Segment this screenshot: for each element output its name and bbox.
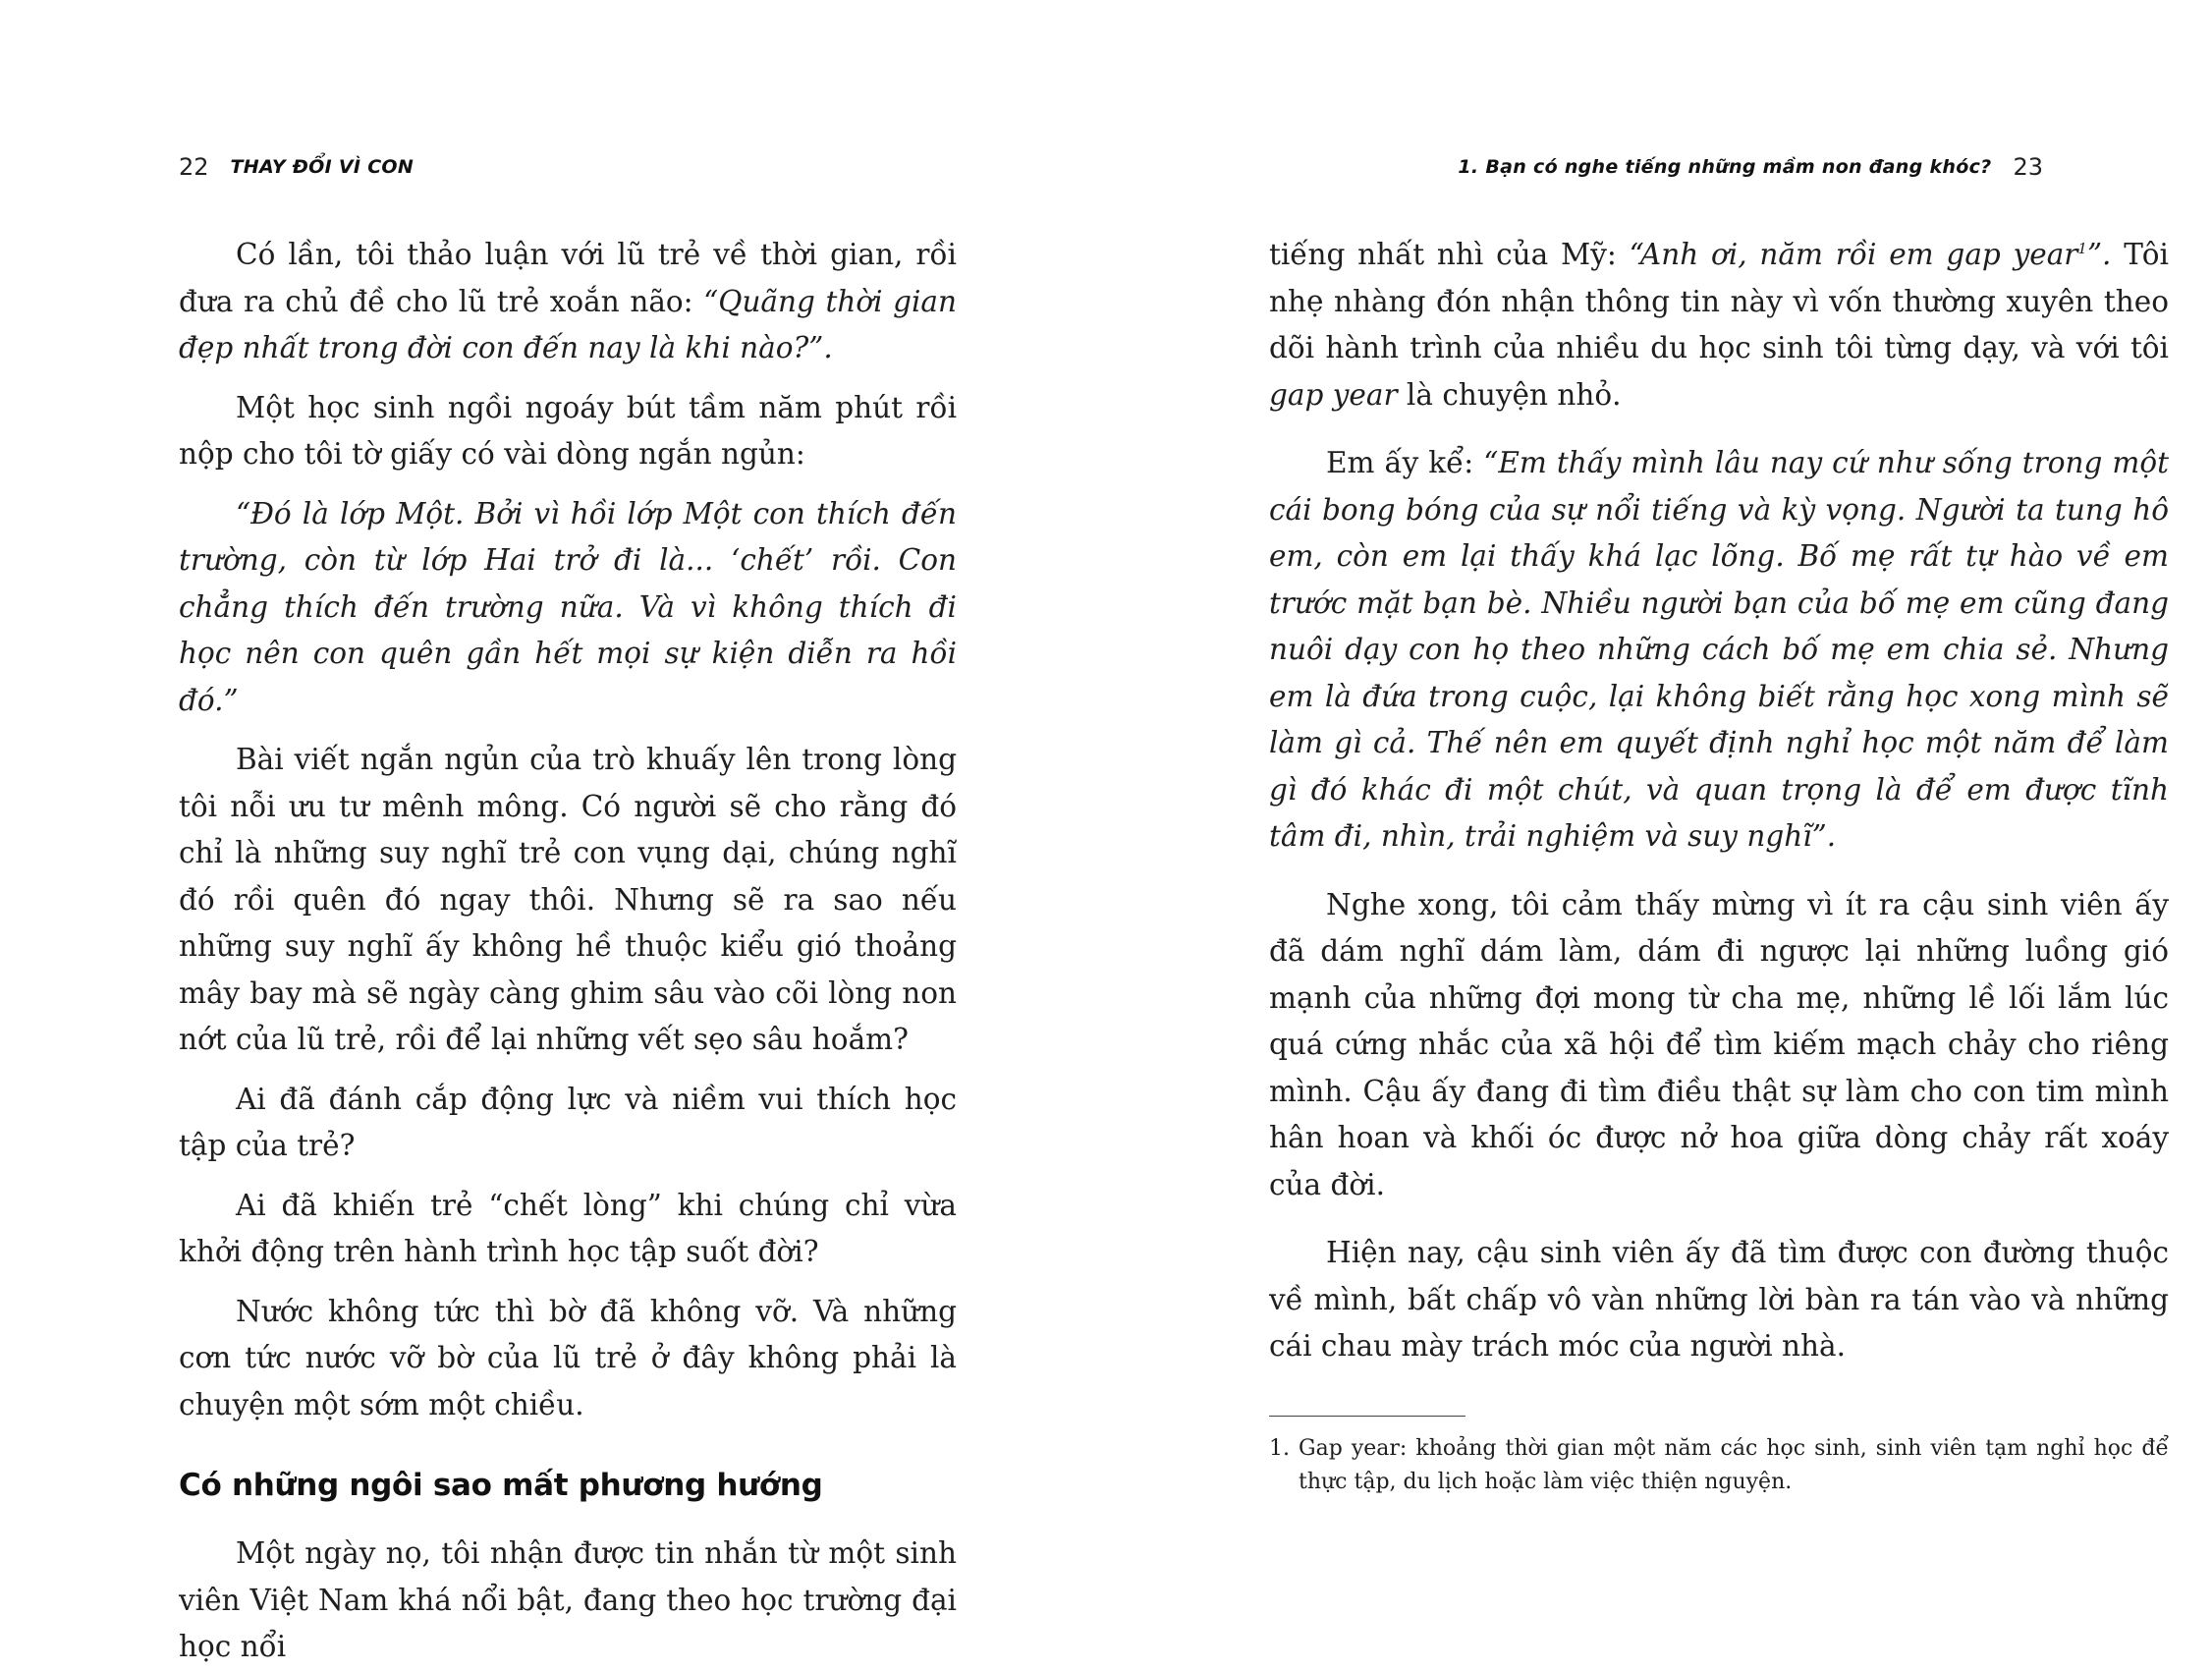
student-quote: “Em thấy mình lâu nay cứ như sống trong một cái bong bóng của sự nổi tiếng và kỳ vọng. Người ta tung hô em, còn em lại thấy khá lạc lõng. Bố mẹ rất tự hào về em trước mặt bạn bè. Nhiều người bạn của bố mẹ em cũng đang nuôi dạy con họ theo những cách bố mẹ em chia sẻ. Nhưng em là đứa trong cuộc, lại không biết rằng học xong mình sẽ làm gì cả. Thế nên em quyết định nghỉ học một năm để làm gì đó khác đi một chút, và quan trọng là để em được tĩnh tâm đi, nhìn, trải nghiệm và suy nghĩ”. (1269, 446, 2169, 853)
paragraph (1269, 440, 2169, 861)
right-page-body (1269, 232, 2169, 1499)
left-page-header (179, 147, 414, 187)
paragraph (179, 232, 957, 372)
paragraph: Hiện nay, cậu sinh viên ấy đã tìm được con đường thuộc về mình, bất chấp vô vàn những lời bàn ra tán vào và những cái chau mày trách móc của người nhà. (1269, 1236, 2169, 1363)
paragraph: Một ngày nọ, tôi nhận được tin nhắn từ một sinh viên Việt Nam khá nổi bật, đang theo học trường đại học nổi (179, 1536, 957, 1663)
term-italic: gap year (1269, 377, 1398, 412)
paragraph-quote: “Quãng thời gian đẹp nhất trong đời con đến nay là khi nào?”. (179, 284, 957, 364)
paragraph (1269, 232, 2169, 418)
paragraph: Bài viết ngắn ngủn của trò khuấy lên trong lòng tôi nỗi ưu tư mênh mông. Có người sẽ cho rằng đó chỉ là những suy nghĩ trẻ con vụng dại, chúng nghĩ đó rồi quên đó ngay thôi. Nhưng sẽ ra sao nếu những suy nghĩ ấy không hề thuộc kiểu gió thoảng mây bay mà sẽ ngày càng ghim sâu vào cõi lòng non nớt của lũ trẻ, rồi để lại những vết sẹo sâu hoắm? (179, 743, 957, 1056)
left-page-body (179, 232, 957, 1671)
running-title-right: 1. Bạn có nghe tiếng những mầm non đang khóc? (1458, 156, 1992, 178)
paragraph: Nước không tức thì bờ đã không vỡ. Và những cơn tức nước vỡ bờ của lũ trẻ ở đây không phải là chuyện một sớm một chiều. (179, 1294, 957, 1421)
paragraph-text: tiếng nhất nhì của Mỹ: (1269, 238, 1630, 271)
paragraph: Nghe xong, tôi cảm thấy mừng vì ít ra cậu sinh viên ấy đã dám nghĩ dám làm, dám đi ngược lại những luồng gió mạnh của những đợi mong từ cha mẹ, những lề lối lắm lúc quá cứng nhắc của xã hội để tìm kiếm mạch chảy cho riêng mình. Cậu ấy đang đi tìm điều thật sự làm cho con tim mình hân hoan và khối óc được nở hoa giữa dòng chảy rất xoáy của đời. (1269, 887, 2169, 1201)
paragraph-text: Có lần, tôi thảo luận với lũ trẻ về thời gian, rồi đưa ra chủ đề cho lũ trẻ xoắn não: (179, 238, 957, 318)
right-page-header (1458, 147, 2043, 187)
paragraph: Một học sinh ngồi ngoáy bút tầm năm phút rồi nộp cho tôi tờ giấy có vài dòng ngắn ngủn: (179, 390, 957, 471)
paragraph-text: là chuyện nhỏ. (1397, 377, 1622, 412)
paragraph-text: Tôi nhẹ nhàng đón nhận thông tin này vì vốn thường xuyên theo dõi hành trình của nhiều du học sinh tôi từng dạy, và với tôi (1269, 238, 2169, 364)
right-page (1106, 0, 2212, 1633)
section-heading: Có những ngôi sao mất phương hướng (179, 1468, 823, 1503)
footnote-number: 1. (1269, 1435, 1290, 1461)
running-title-left: THAY ĐỔI VÌ CON (230, 156, 415, 178)
footnote-divider (1269, 1416, 1465, 1417)
student-quote: “Đó là lớp Một. Bởi vì hồi lớp Một con thích đến trường, còn từ lớp Hai trở đi là... ‘chết’ rồi. Con chẳng thích đến trường nữa. Và vì không thích đi học nên con quên gần hết mọi sự kiện diễn ra hồi đó.” (179, 496, 957, 717)
quote-text: “Anh ơi, năm rồi em gap year (1629, 238, 2078, 271)
page-number-left: 22 (179, 153, 209, 181)
footnote-text: Gap year: khoảng thời gian một năm các học sinh, sinh viên tạm nghỉ học để thực tập, du lịch hoặc làm việc thiện nguyện. (1299, 1435, 2169, 1494)
footnote-marker: 1 (2077, 240, 2087, 258)
paragraph-text: Em ấy kể: (1326, 446, 1484, 479)
page-number-right: 23 (2013, 153, 2043, 181)
paragraph: Ai đã đánh cắp động lực và niềm vui thích học tập của trẻ? (179, 1082, 957, 1162)
paragraph: Ai đã khiến trẻ “chết lòng” khi chúng chỉ vừa khởi động trên hành trình học tập suốt đời? (179, 1188, 957, 1268)
paragraph-quote (1630, 238, 2112, 271)
footnote (1269, 1432, 2169, 1499)
left-page (0, 0, 1106, 1663)
quote-end: ”. (2086, 238, 2112, 271)
